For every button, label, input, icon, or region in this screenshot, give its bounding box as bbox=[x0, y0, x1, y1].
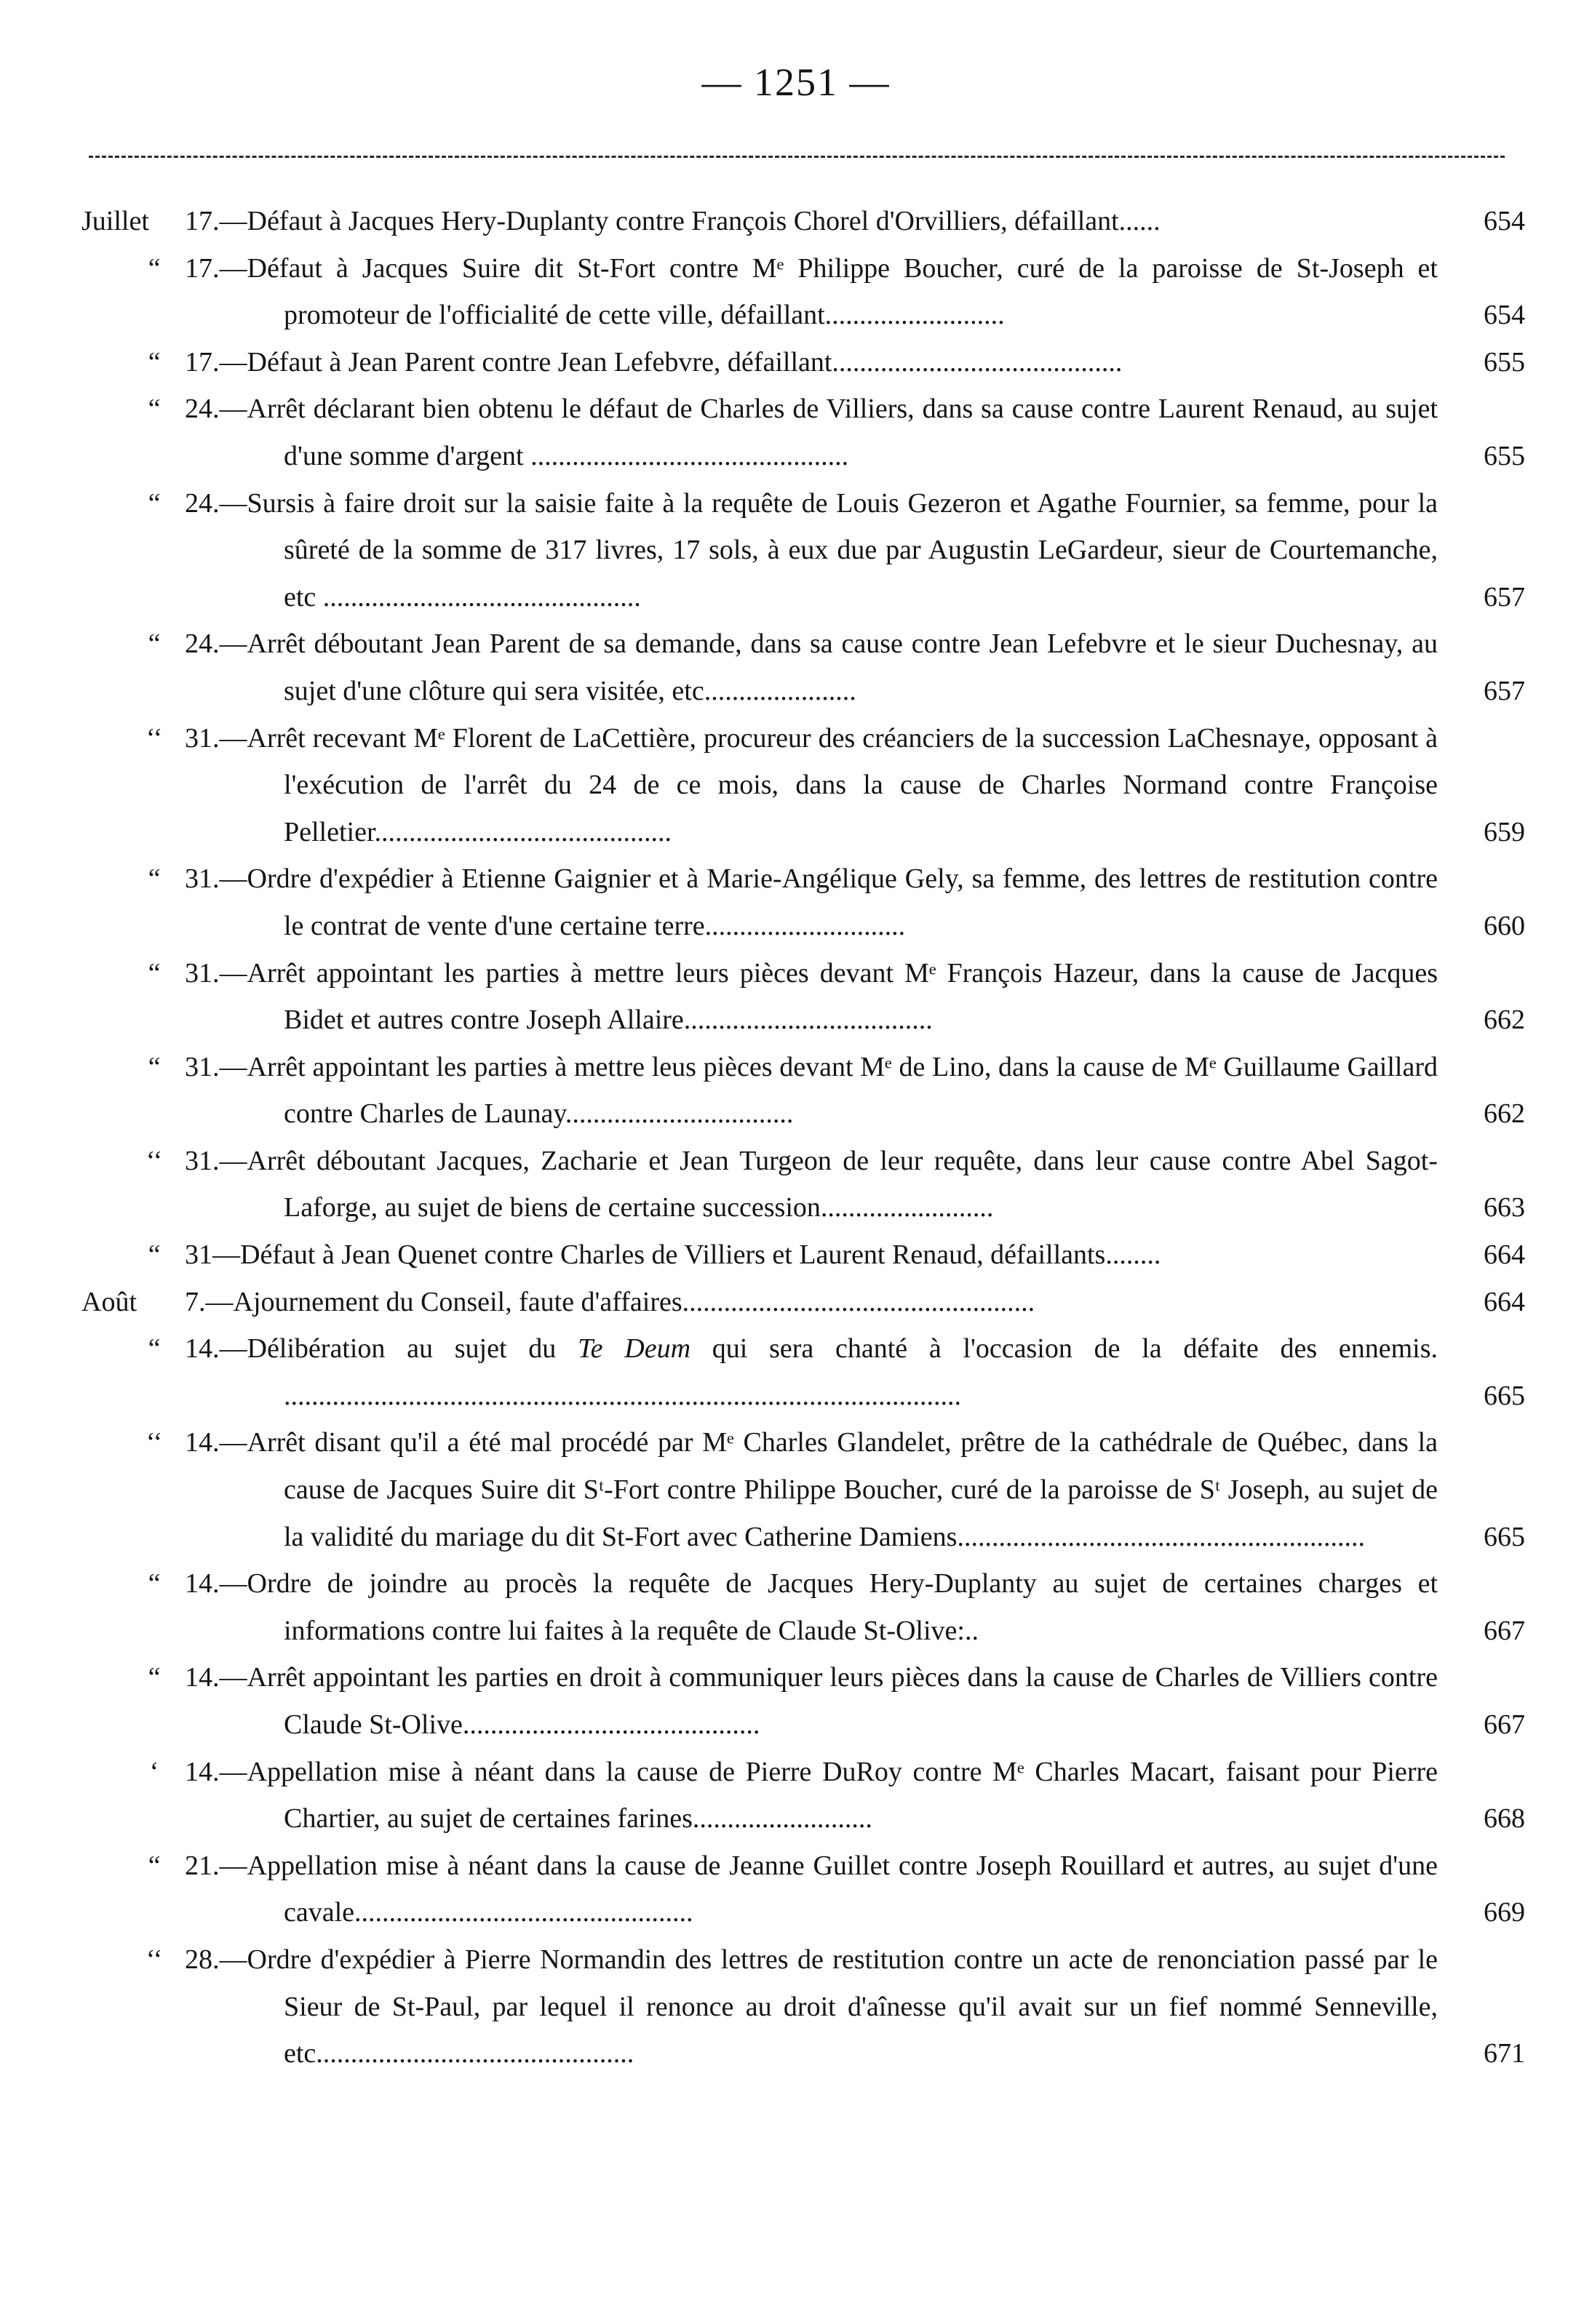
index-entries bbox=[0, 198, 1592, 2077]
index-entry bbox=[0, 339, 1592, 386]
page-reference: 671 bbox=[1484, 2038, 1525, 2069]
page-reference: 657 bbox=[1484, 581, 1525, 612]
page-reference: 665 bbox=[1484, 1380, 1525, 1411]
ditto-mark: “ bbox=[148, 487, 161, 519]
index-entry bbox=[0, 1419, 1592, 1560]
entry-text: 14.—Ordre de joindre au procès la requête de Jacques Hery-Duplanty au sujet de certaines charges et informations contre lui faites à la requête de Claude St-Olive:.. bbox=[185, 1568, 1438, 1646]
index-entry bbox=[0, 1231, 1592, 1279]
ditto-mark: “ bbox=[148, 628, 161, 660]
page-reference: 654 bbox=[1484, 206, 1525, 236]
index-entry bbox=[0, 715, 1592, 856]
ditto-mark: “ bbox=[148, 1239, 161, 1271]
index-entry bbox=[0, 1936, 1592, 2077]
month-label: Août bbox=[81, 1286, 137, 1317]
index-entry bbox=[0, 1654, 1592, 1748]
entry-text: 24.—Arrêt déclarant bien obtenu le défaut de Charles de Villiers, dans sa cause contre Laurent Renaud, au sujet d'une somme d'argent .............................................. bbox=[185, 394, 1438, 471]
page-reference: 663 bbox=[1484, 1192, 1525, 1223]
page-reference: 667 bbox=[1484, 1615, 1525, 1646]
entry-text: 31.—Arrêt recevant Mᵉ Florent de LaCettière, procureur des créanciers de la succession LaChesnaye, opposant à l'exécution de l'arrêt du 24 de ce mois, dans la cause de Charles Normand contre Françoise Pelletier........................................... bbox=[185, 722, 1438, 847]
ditto-mark: “ bbox=[148, 1051, 161, 1082]
entry-text: 28.—Ordre d'expédier à Pierre Normandin des lettres de restitution contre un acte de renonciation passé par le Sieur de St-Paul, par lequel il renonce au droit d'aînesse qu'il avait sur un fief nommé Senneville, etc.............................................. bbox=[185, 1944, 1438, 2069]
ditto-mark: “ bbox=[148, 1333, 161, 1365]
index-entry bbox=[0, 245, 1592, 339]
page-reference: 655 bbox=[1484, 346, 1525, 378]
ditto-mark: ‘‘ bbox=[146, 1944, 163, 1975]
page-reference: 659 bbox=[1484, 816, 1525, 847]
entry-text: 14.—Délibération au sujet du Te Deum qui sera chanté à l'occasion de la défaite des ennemis. .................................................................................................. bbox=[185, 1333, 1438, 1411]
entry-text: 21.—Appellation mise à néant dans la cause de Jeanne Guillet contre Joseph Rouillard et autres, au sujet d'une cavale................................................. bbox=[185, 1850, 1438, 1928]
header-rule bbox=[89, 156, 1505, 158]
ditto-mark: “ bbox=[148, 252, 161, 284]
entry-text: 7.—Ajournement du Conseil, faute d'affaires................................................... bbox=[185, 1286, 1035, 1317]
entry-text: 17.—Défaut à Jacques Hery-Duplanty contre François Chorel d'Orvilliers, défaillant...... bbox=[185, 206, 1161, 236]
page-reference: 655 bbox=[1484, 440, 1525, 471]
ditto-mark: “ bbox=[148, 957, 161, 989]
index-entry bbox=[0, 1842, 1592, 1936]
index-entry bbox=[0, 1044, 1592, 1138]
index-entry bbox=[0, 620, 1592, 714]
italic-title: Te Deum bbox=[578, 1333, 691, 1365]
page-reference: 660 bbox=[1484, 910, 1525, 941]
page-reference: 662 bbox=[1484, 1098, 1525, 1130]
entry-text: 24.—Sursis à faire droit sur la saisie faite à la requête de Louis Gezeron et Agathe Fournier, sa femme, pour la sûreté de la somme de 317 livres, 17 sols, à eux due par Augustin LeGardeur, sieur de Courtemanche, etc .............................................. bbox=[185, 487, 1438, 612]
page-reference: 664 bbox=[1484, 1239, 1525, 1271]
ditto-mark: “ bbox=[148, 1662, 161, 1693]
index-entry bbox=[0, 198, 1592, 245]
entry-text: 17.—Défaut à Jacques Suire dit St-Fort contre Mᵉ Philippe Boucher, curé de la paroisse de St-Joseph et promoteur de l'officialité de cette ville, défaillant.......................... bbox=[185, 252, 1438, 331]
ditto-mark: “ bbox=[148, 863, 161, 895]
page-reference: 665 bbox=[1484, 1521, 1525, 1552]
index-entry bbox=[0, 855, 1592, 949]
page-reference: 668 bbox=[1484, 1803, 1525, 1834]
entry-text: 24.—Arrêt déboutant Jean Parent de sa demande, dans sa cause contre Jean Lefebvre et le sieur Duchesnay, au sujet d'une clôture qui sera visitée, etc...................... bbox=[185, 628, 1438, 706]
entry-text: 17.—Défaut à Jean Parent contre Jean Lefebvre, défaillant.......................................... bbox=[185, 346, 1123, 378]
entry-text: 31—Défaut à Jean Quenet contre Charles de Villiers et Laurent Renaud, défaillants........ bbox=[185, 1239, 1161, 1271]
ditto-mark: “ bbox=[148, 1568, 161, 1600]
ditto-mark: “ bbox=[148, 1850, 161, 1881]
page-reference: 669 bbox=[1484, 1897, 1525, 1928]
ditto-mark: ‘‘ bbox=[146, 722, 163, 754]
index-entry bbox=[0, 950, 1592, 1044]
page-reference: 662 bbox=[1484, 1005, 1525, 1036]
index-entry bbox=[0, 1279, 1592, 1326]
ditto-mark: “ bbox=[148, 394, 161, 425]
entry-text: 14.—Arrêt appointant les parties en droit à communiquer leurs pièces dans la cause de Charles de Villiers contre Claude St-Olive........................................... bbox=[185, 1662, 1438, 1740]
entry-text: 14.—Arrêt disant qu'il a été mal procédé par Mᵉ Charles Glandelet, prêtre de la cathédrale de Québec, dans la cause de Jacques Suire dit Sᵗ-Fort contre Philippe Boucher, curé de la paroisse de Sᵗ Joseph, au sujet de la validité du mariage du dit St-Fort avec Catherine Damiens........................................................... bbox=[185, 1427, 1438, 1552]
ditto-mark: ‘‘ bbox=[146, 1427, 163, 1458]
month-label: Juillet bbox=[81, 206, 149, 236]
entry-text: 31.—Arrêt appointant les parties à mettre leurs pièces devant Mᵉ François Hazeur, dans la cause de Jacques Bidet et autres contre Joseph Allaire.................................... bbox=[185, 957, 1438, 1036]
ditto-mark: ‘ bbox=[149, 1756, 159, 1787]
index-entry bbox=[0, 1138, 1592, 1231]
page-reference: 657 bbox=[1484, 675, 1525, 706]
entry-text: 14.—Appellation mise à néant dans la cause de Pierre DuRoy contre Mᵉ Charles Macart, faisant pour Pierre Chartier, au sujet de certaines farines.......................... bbox=[185, 1756, 1438, 1834]
index-entry bbox=[0, 1749, 1592, 1842]
index-entry bbox=[0, 1325, 1592, 1419]
ditto-mark: ‘‘ bbox=[146, 1145, 163, 1176]
entry-text: 31.—Arrêt déboutant Jacques, Zacharie et Jean Turgeon de leur requête, dans leur cause contre Abel Sagot-Laforge, au sujet de biens de certaine succession......................... bbox=[185, 1145, 1438, 1223]
ditto-mark: “ bbox=[148, 346, 161, 378]
entry-text: 31.—Ordre d'expédier à Etienne Gaignier et à Marie-Angélique Gely, sa femme, des lettres de restitution contre le contrat de vente d'une certaine terre............................. bbox=[185, 863, 1438, 941]
page-reference: 654 bbox=[1484, 300, 1525, 331]
index-entry bbox=[0, 480, 1592, 621]
index-entry bbox=[0, 386, 1592, 479]
page-reference: 667 bbox=[1484, 1709, 1525, 1740]
index-entry bbox=[0, 1560, 1592, 1654]
page-number: — 1251 — bbox=[701, 60, 891, 104]
page-reference: 664 bbox=[1484, 1286, 1525, 1317]
entry-text: 31.—Arrêt appointant les parties à mettre leus pièces devant Mᵉ de Lino, dans la cause de Mᵉ Guillaume Gaillard contre Charles de Launay................................. bbox=[185, 1051, 1438, 1130]
